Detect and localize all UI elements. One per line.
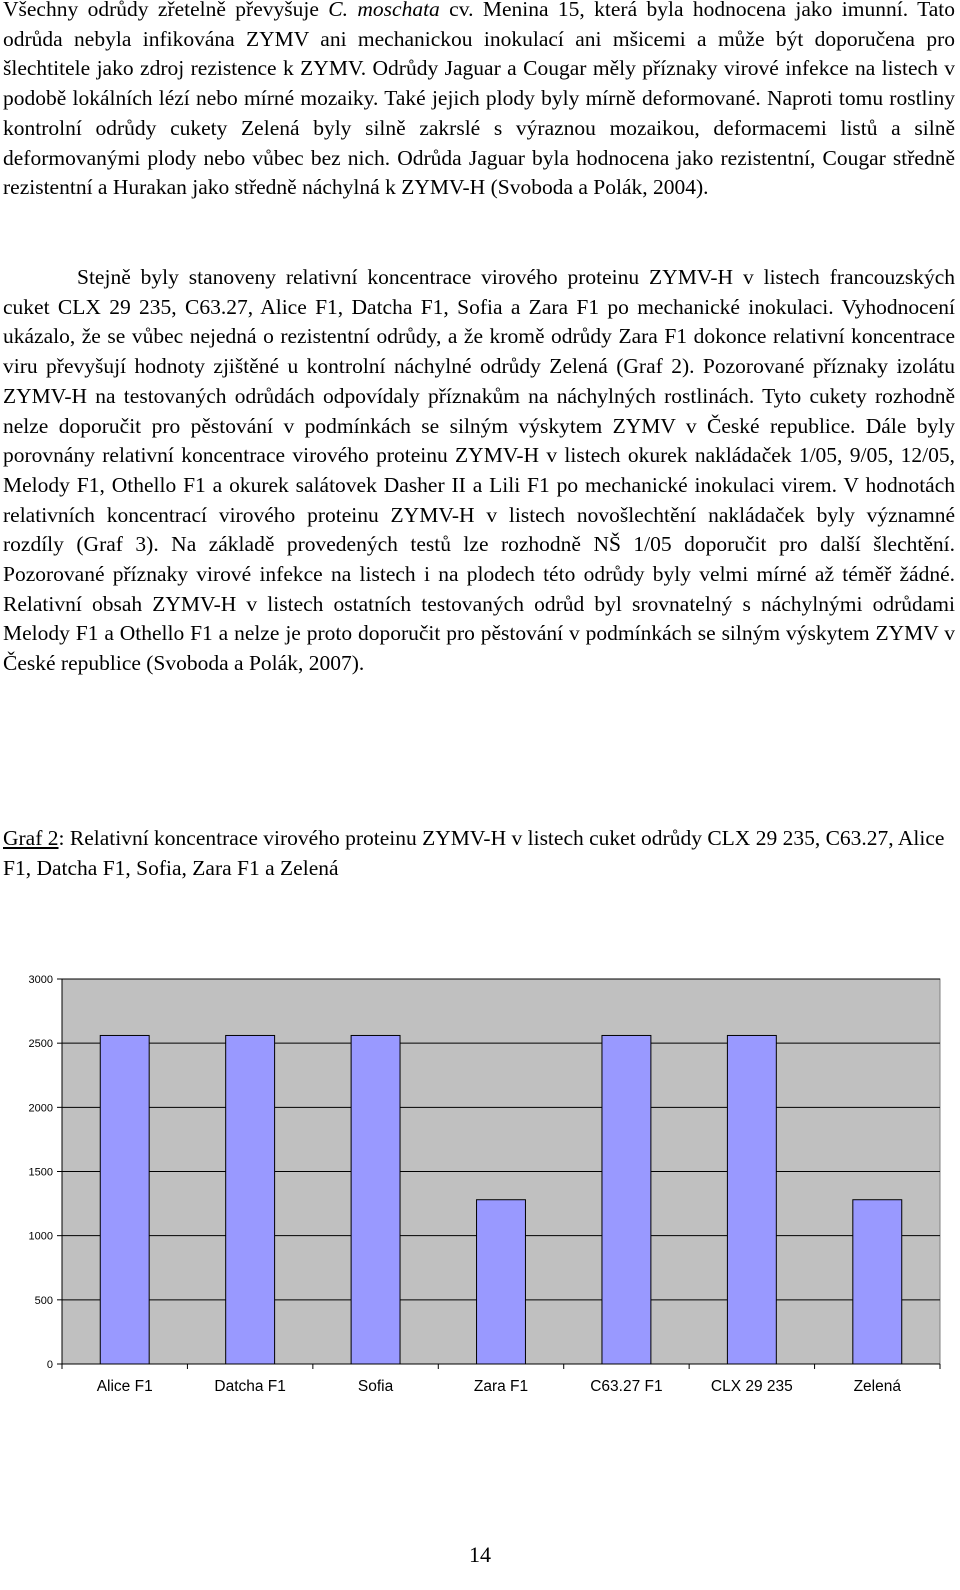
- y-tick-label: 1500: [28, 1166, 53, 1179]
- figure-caption-text: : Relativní koncentrace virového proteinu ZYMV-H v listech cuket odrůdy CLX 29 235, C63.27, Alice F1, Datcha F1, Sofia, Zara F1 a Zelená: [3, 826, 945, 880]
- x-tick-label: CLX 29 235: [710, 1378, 793, 1395]
- x-tick-label: Zara F1: [473, 1378, 529, 1395]
- x-tick-label: C63.27 F1: [590, 1378, 663, 1395]
- bar-6: [853, 1200, 902, 1364]
- figure-caption: [3, 824, 955, 883]
- body-paragraph-1: [3, 0, 955, 203]
- figure-label: Graf 2: [3, 826, 59, 850]
- y-tick-label: 3000: [28, 974, 53, 986]
- y-tick-label: 2500: [28, 1038, 53, 1051]
- bar-3: [477, 1200, 526, 1364]
- page-number: 14: [469, 1542, 491, 1567]
- paragraph-1-part-2: cv. Menina 15, která byla hodnocena jako imunní. Tato odrůda nebyla infikována ZYMV ani mechanickou inokulací ani mšicemi a může být doporučena pro šlechtitele jako zdroj rezistence k ZYMV. Odrůdy Jaguar a Cougar měly příznaky virové infekce na listech v podobě lokálních lézí nebo mírné mozaiky. Také jejich plody byly mírně deformované. Naproti tomu rostliny kontrolní odrůdy cukety Zelená byly silně zakrslé s výraznou mozaikou, deformacemi listů a silně deformovanými plody nebo vůbec bez nich. Odrůda Jaguar byla hodnocena jako rezistentní, Cougar středně rezistentní a Hurakan jako středně náchylná k ZYMV-H (Svoboda a Polák, 2004).: [3, 0, 955, 200]
- bar-chart-svg: [0, 960, 960, 1420]
- species-name: C. moschata: [328, 0, 440, 21]
- y-tick-label: 0: [46, 1359, 53, 1371]
- y-tick-label: 2000: [28, 1102, 53, 1115]
- y-tick-label: 1000: [28, 1230, 53, 1243]
- x-tick-label: Alice F1: [96, 1378, 153, 1395]
- x-tick-label: Sofia: [357, 1378, 394, 1395]
- y-tick-label: 500: [34, 1294, 53, 1307]
- bar-chart: [0, 960, 960, 1420]
- bar-4: [602, 1035, 651, 1364]
- bar-5: [727, 1035, 776, 1364]
- paragraph-1-part-1: Všechny odrůdy zřetelně převyšuje: [3, 0, 329, 21]
- bar-0: [100, 1035, 149, 1364]
- x-tick-label: Datcha F1: [214, 1378, 286, 1395]
- bar-1: [226, 1035, 275, 1364]
- x-tick-label: Zelená: [853, 1378, 901, 1395]
- body-paragraph-2: Stejně byly stanoveny relativní koncentrace virového proteinu ZYMV-H v listech francouzských cuket CLX 29 235, C63.27, Alice F1, Datcha F1, Sofia a Zara F1 po mechanické inokulaci. Vyhodnocení ukázalo, že se vůbec nejedná o rezistentní odrůdy, a že kromě odrůdy Zara F1 dokonce relativní koncentrace viru převyšují hodnoty zjištěné u kontrolní náchylné odrůdy Zelená (Graf 2). Pozorované příznaky izolátu ZYMV-H na testovaných odrůdách odpovídaly příznakům na náchylných rostlinách. Tyto cukety rozhodně nelze doporučit pro pěstování v podmínkách se silným výskytem ZYMV v České republice. Dále byly porovnány relativní koncentrace virového proteinu ZYMV-H v listech okurek nakládaček 1/05, 9/05, 12/05, Melody F1, Othello F1 a okurek salátovek Dasher II a Lili F1 po mechanické inokulaci virem. V hodnotách relativních koncentrací virového proteinu ZYMV-H v listech novošlechtění nakládaček byly významné rozdíly (Graf 3). Na základě provedených testů lze rozhodně NŠ 1/05 doporučit pro další šlechtění. Pozorované příznaky virové infekce na listech i na plodech této odrůdy byly velmi mírné až téměř žádné. Relativní obsah ZYMV-H v listech ostatních testovaných odrůd byl srovnatelný s náchylnými odrůdami Melody F1 a Othello F1 a nelze je proto doporučit pro pěstování v podmínkách se silným výskytem ZYMV v České republice (Svoboda a Polák, 2007).: [3, 265, 955, 676]
- bar-2: [351, 1035, 400, 1364]
